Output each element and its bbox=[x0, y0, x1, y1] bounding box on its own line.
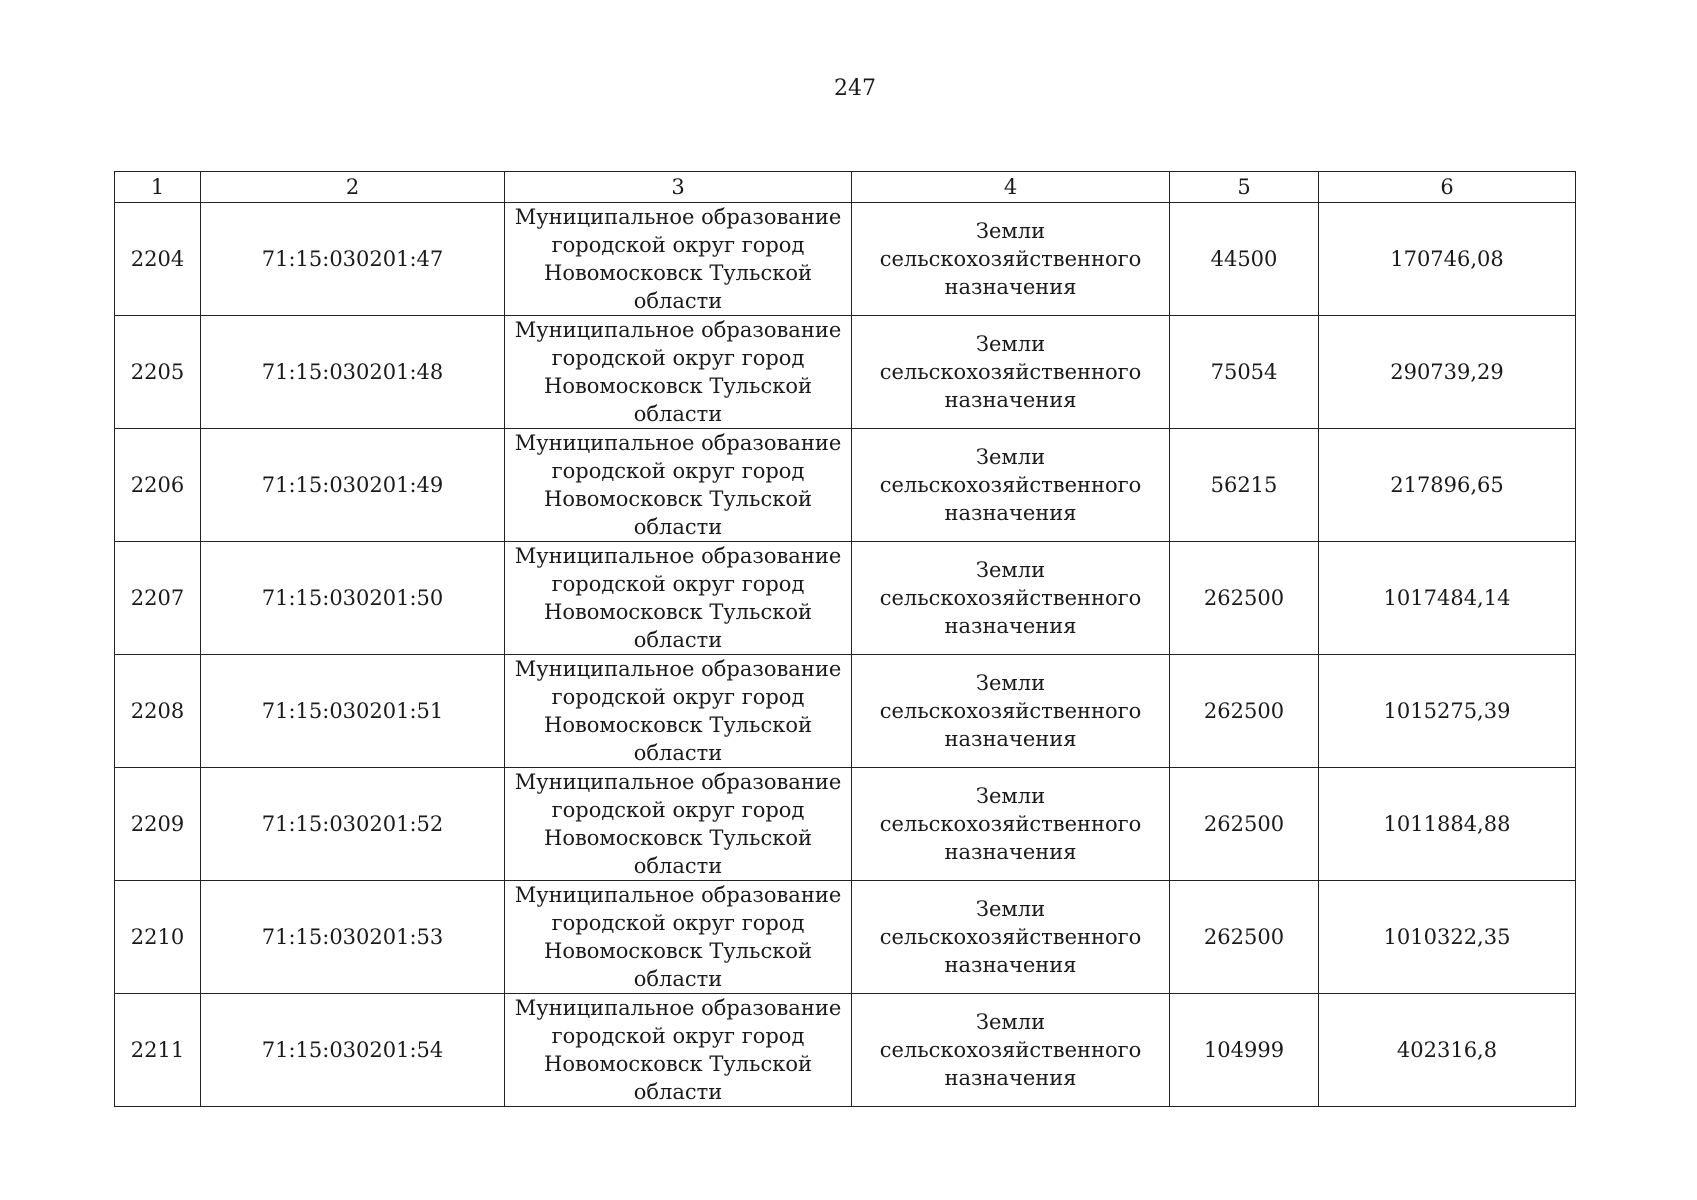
table-row bbox=[115, 542, 1576, 655]
category-line: назначения bbox=[944, 1066, 1077, 1090]
area-cell: 75054 bbox=[1170, 316, 1319, 429]
table-row bbox=[115, 994, 1576, 1107]
owner-line: Муниципальное образование bbox=[514, 431, 842, 455]
column-header: 4 bbox=[852, 172, 1170, 203]
area-cell: 262500 bbox=[1170, 655, 1319, 768]
area-cell: 262500 bbox=[1170, 881, 1319, 994]
category-line: сельскохозяйственного bbox=[879, 812, 1142, 836]
row-number-cell: 2209 bbox=[115, 768, 201, 881]
area-cell: 262500 bbox=[1170, 542, 1319, 655]
cadastral-number-cell: 71:15:030201:49 bbox=[201, 429, 505, 542]
area-cell: 56215 bbox=[1170, 429, 1319, 542]
owner-cell bbox=[505, 881, 852, 994]
owner-line: области bbox=[633, 515, 723, 539]
owner-line: городской округ город bbox=[551, 1024, 805, 1048]
land-category-cell bbox=[852, 655, 1170, 768]
cadastral-number-cell: 71:15:030201:53 bbox=[201, 881, 505, 994]
owner-line: городской округ город bbox=[551, 346, 805, 370]
cadastral-value-cell: 1010322,35 bbox=[1319, 881, 1576, 994]
column-header: 3 bbox=[505, 172, 852, 203]
page-number: 247 bbox=[834, 76, 876, 101]
category-line: сельскохозяйственного bbox=[879, 247, 1142, 271]
owner-line: городской округ город bbox=[551, 459, 805, 483]
owner-line: Новомосковск Тульской bbox=[544, 713, 812, 737]
owner-cell bbox=[505, 316, 852, 429]
owner-line: Муниципальное образование bbox=[514, 318, 842, 342]
owner-cell bbox=[505, 655, 852, 768]
owner-line: Новомосковск Тульской bbox=[544, 600, 812, 624]
owner-cell bbox=[505, 994, 852, 1107]
category-line: сельскохозяйственного bbox=[879, 360, 1142, 384]
cadastral-number-cell: 71:15:030201:50 bbox=[201, 542, 505, 655]
owner-line: Муниципальное образование bbox=[514, 657, 842, 681]
land-category-cell bbox=[852, 542, 1170, 655]
area-cell: 44500 bbox=[1170, 203, 1319, 316]
row-number-cell: 2208 bbox=[115, 655, 201, 768]
owner-line: городской округ город bbox=[551, 685, 805, 709]
category-line: назначения bbox=[944, 614, 1077, 638]
category-line: назначения bbox=[944, 388, 1077, 412]
category-line: Земли bbox=[975, 1010, 1046, 1034]
column-header: 6 bbox=[1319, 172, 1576, 203]
row-number-cell: 2207 bbox=[115, 542, 201, 655]
land-category-cell bbox=[852, 203, 1170, 316]
owner-line: области bbox=[633, 1080, 723, 1104]
cadastral-number-cell: 71:15:030201:54 bbox=[201, 994, 505, 1107]
land-category-cell bbox=[852, 316, 1170, 429]
owner-line: Новомосковск Тульской bbox=[544, 374, 812, 398]
owner-line: области bbox=[633, 402, 723, 426]
category-line: назначения bbox=[944, 953, 1077, 977]
owner-cell bbox=[505, 203, 852, 316]
row-number-cell: 2210 bbox=[115, 881, 201, 994]
cadastral-value-cell: 290739,29 bbox=[1319, 316, 1576, 429]
cadastral-value-cell: 217896,65 bbox=[1319, 429, 1576, 542]
category-line: сельскохозяйственного bbox=[879, 925, 1142, 949]
owner-line: области bbox=[633, 289, 723, 313]
category-line: Земли bbox=[975, 897, 1046, 921]
cadastral-number-cell: 71:15:030201:51 bbox=[201, 655, 505, 768]
owner-line: Муниципальное образование bbox=[514, 770, 842, 794]
owner-line: Муниципальное образование bbox=[514, 996, 842, 1020]
cadastral-value-cell: 402316,8 bbox=[1319, 994, 1576, 1107]
category-line: Земли bbox=[975, 445, 1046, 469]
owner-line: Новомосковск Тульской bbox=[544, 487, 812, 511]
owner-line: Муниципальное образование bbox=[514, 883, 842, 907]
area-cell: 104999 bbox=[1170, 994, 1319, 1107]
table-row bbox=[115, 316, 1576, 429]
owner-line: городской округ город bbox=[551, 572, 805, 596]
category-line: сельскохозяйственного bbox=[879, 1038, 1142, 1062]
category-line: Земли bbox=[975, 784, 1046, 808]
category-line: сельскохозяйственного bbox=[879, 586, 1142, 610]
table-header-row bbox=[115, 172, 1576, 203]
cadastral-number-cell: 71:15:030201:52 bbox=[201, 768, 505, 881]
category-line: Земли bbox=[975, 219, 1046, 243]
owner-line: городской округ город bbox=[551, 233, 805, 257]
cadastral-value-cell: 1017484,14 bbox=[1319, 542, 1576, 655]
cadastral-value-cell: 1011884,88 bbox=[1319, 768, 1576, 881]
area-cell: 262500 bbox=[1170, 768, 1319, 881]
owner-line: Новомосковск Тульской bbox=[544, 826, 812, 850]
owner-cell bbox=[505, 542, 852, 655]
row-number-cell: 2211 bbox=[115, 994, 201, 1107]
land-register-table bbox=[114, 171, 1576, 1107]
owner-line: Муниципальное образование bbox=[514, 205, 842, 229]
land-category-cell bbox=[852, 881, 1170, 994]
category-line: Земли bbox=[975, 671, 1046, 695]
table-row bbox=[115, 655, 1576, 768]
owner-line: области bbox=[633, 854, 723, 878]
category-line: назначения bbox=[944, 840, 1077, 864]
cadastral-value-cell: 1015275,39 bbox=[1319, 655, 1576, 768]
owner-line: Муниципальное образование bbox=[514, 544, 842, 568]
owner-cell bbox=[505, 429, 852, 542]
owner-line: городской округ город bbox=[551, 911, 805, 935]
owner-line: области bbox=[633, 741, 723, 765]
owner-line: Новомосковск Тульской bbox=[544, 261, 812, 285]
category-line: назначения bbox=[944, 275, 1077, 299]
owner-line: городской округ город bbox=[551, 798, 805, 822]
owner-line: Новомосковск Тульской bbox=[544, 1052, 812, 1076]
table-row bbox=[115, 429, 1576, 542]
owner-cell bbox=[505, 768, 852, 881]
land-category-cell bbox=[852, 429, 1170, 542]
table-row bbox=[115, 768, 1576, 881]
land-category-cell bbox=[852, 768, 1170, 881]
owner-line: области bbox=[633, 967, 723, 991]
row-number-cell: 2204 bbox=[115, 203, 201, 316]
land-category-cell bbox=[852, 994, 1170, 1107]
column-header: 5 bbox=[1170, 172, 1319, 203]
owner-line: Новомосковск Тульской bbox=[544, 939, 812, 963]
category-line: назначения bbox=[944, 727, 1077, 751]
column-header: 2 bbox=[201, 172, 505, 203]
row-number-cell: 2205 bbox=[115, 316, 201, 429]
owner-line: области bbox=[633, 628, 723, 652]
cadastral-number-cell: 71:15:030201:48 bbox=[201, 316, 505, 429]
row-number-cell: 2206 bbox=[115, 429, 201, 542]
category-line: сельскохозяйственного bbox=[879, 473, 1142, 497]
column-header: 1 bbox=[115, 172, 201, 203]
category-line: Земли bbox=[975, 332, 1046, 356]
category-line: Земли bbox=[975, 558, 1046, 582]
category-line: сельскохозяйственного bbox=[879, 699, 1142, 723]
table-row bbox=[115, 203, 1576, 316]
cadastral-value-cell: 170746,08 bbox=[1319, 203, 1576, 316]
table-row bbox=[115, 881, 1576, 994]
cadastral-number-cell: 71:15:030201:47 bbox=[201, 203, 505, 316]
category-line: назначения bbox=[944, 501, 1077, 525]
